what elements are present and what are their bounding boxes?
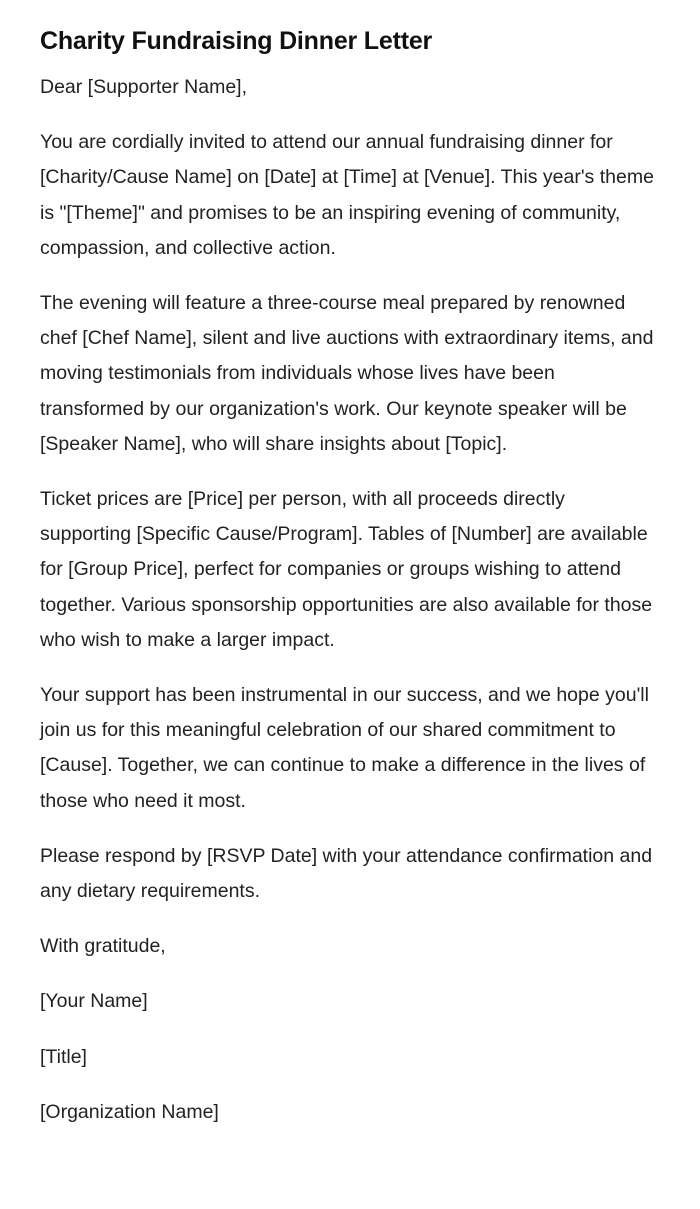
- signature-organization: [Organization Name]: [40, 1100, 219, 1123]
- signature-title: [Title]: [40, 1045, 87, 1068]
- paragraph-tickets: Ticket prices are [Price] per person, with all proceeds directly supporting [Specific Cause/Program]. Tables of [Number] are available for [Group Price], perfect for companies or groups wishing to attend together. Various sponsorship opportunities are also available for those who wish to make a larger impact.: [40, 488, 653, 651]
- page-title: Charity Fundraising Dinner Letter: [40, 27, 433, 55]
- signature-name: [Your Name]: [40, 990, 148, 1013]
- paragraph-invitation: You are cordially invited to attend our annual fundraising dinner for [Charity/Cause Name] on [Date] at [Time] at [Venue]. This year's theme is "[Theme]" and promises to be an inspiring evening of community, compassion, and collective action.: [40, 131, 654, 259]
- closing: With gratitude,: [40, 935, 166, 958]
- paragraph-support: Your support has been instrumental in our success, and we hope you'll join us for this meaningful celebration of our shared commitment to [Cause]. Together, we can continue to make a difference in the lives of those who need it most.: [40, 684, 649, 812]
- paragraph-evening-details: The evening will feature a three-course meal prepared by renowned chef [Chef Name], silent and live auctions with extraordinary items, and moving testimonials from individuals whose lives have been transformed by our organization's work. Our keynote speaker will be [Speaker Name], who will share insights about [Topic].: [40, 292, 654, 455]
- salutation: Dear [Supporter Name],: [40, 76, 248, 98]
- paragraph-rsvp: Please respond by [RSVP Date] with your attendance confirmation and any dietary requirements.: [40, 844, 653, 903]
